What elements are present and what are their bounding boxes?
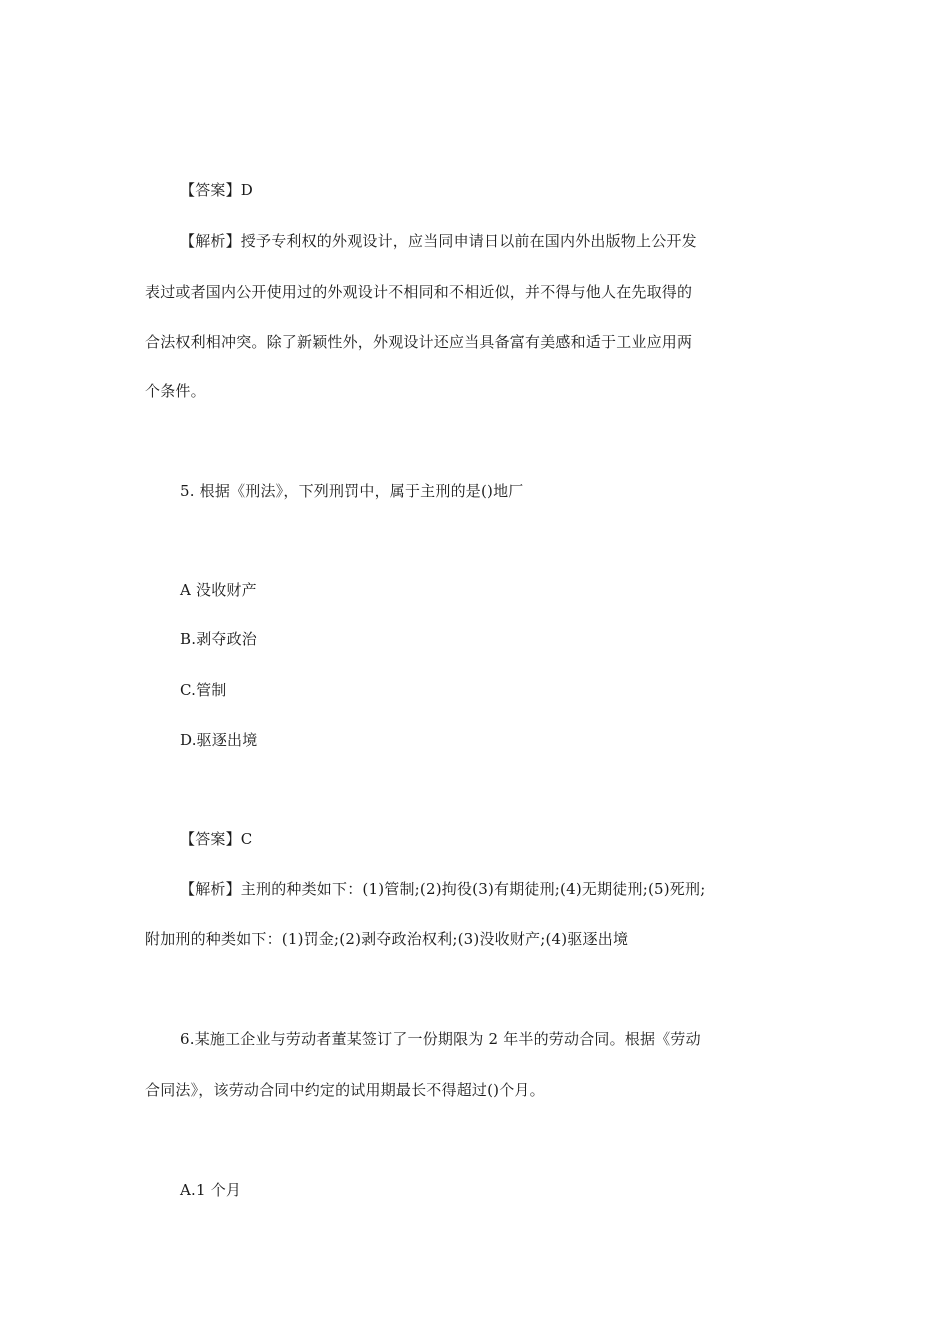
- q4-analysis-line-4: 个条件。: [145, 382, 206, 400]
- q5-option-c: C.管制: [180, 681, 227, 699]
- q6-question-line-1: 6.某施工企业与劳动者董某签订了一份期限为 2 年半的劳动合同。根据《劳动: [180, 1030, 701, 1048]
- q4-analysis-line-3: 合法权利相冲突。除了新颖性外，外观设计还应当具备富有美感和适于工业应用两: [145, 333, 693, 351]
- q4-answer: 【答案】D: [180, 181, 254, 199]
- q5-option-a: A 没收财产: [180, 581, 257, 599]
- q6-question-line-2: 合同法》，该劳动合同中约定的试用期最长不得超过()个月。: [145, 1081, 545, 1099]
- q5-analysis-line-1: 【解析】主刑的种类如下：(1)管制;(2)拘役(3)有期徒刑;(4)无期徒刑;(5)死刑;: [180, 880, 706, 898]
- q4-analysis-line-1: 【解析】授予专利权的外观设计，应当同申请日以前在国内外出版物上公开发: [180, 232, 697, 250]
- q5-question: 5. 根据《刑法》，下列刑罚中，属于主刑的是()地厂: [180, 482, 524, 500]
- q5-option-b: B.剥夺政治: [180, 630, 257, 648]
- q5-answer: 【答案】C: [180, 830, 253, 848]
- q6-option-a: A.1 个月: [180, 1181, 242, 1199]
- q5-analysis-line-2: 附加刑的种类如下：(1)罚金;(2)剥夺政治权利;(3)没收财产;(4)驱逐出境: [145, 930, 629, 948]
- q5-option-d: D.驱逐出境: [180, 731, 258, 749]
- q4-analysis-line-2: 表过或者国内公开使用过的外观设计不相同和不相近似，并不得与他人在先取得的: [145, 283, 693, 301]
